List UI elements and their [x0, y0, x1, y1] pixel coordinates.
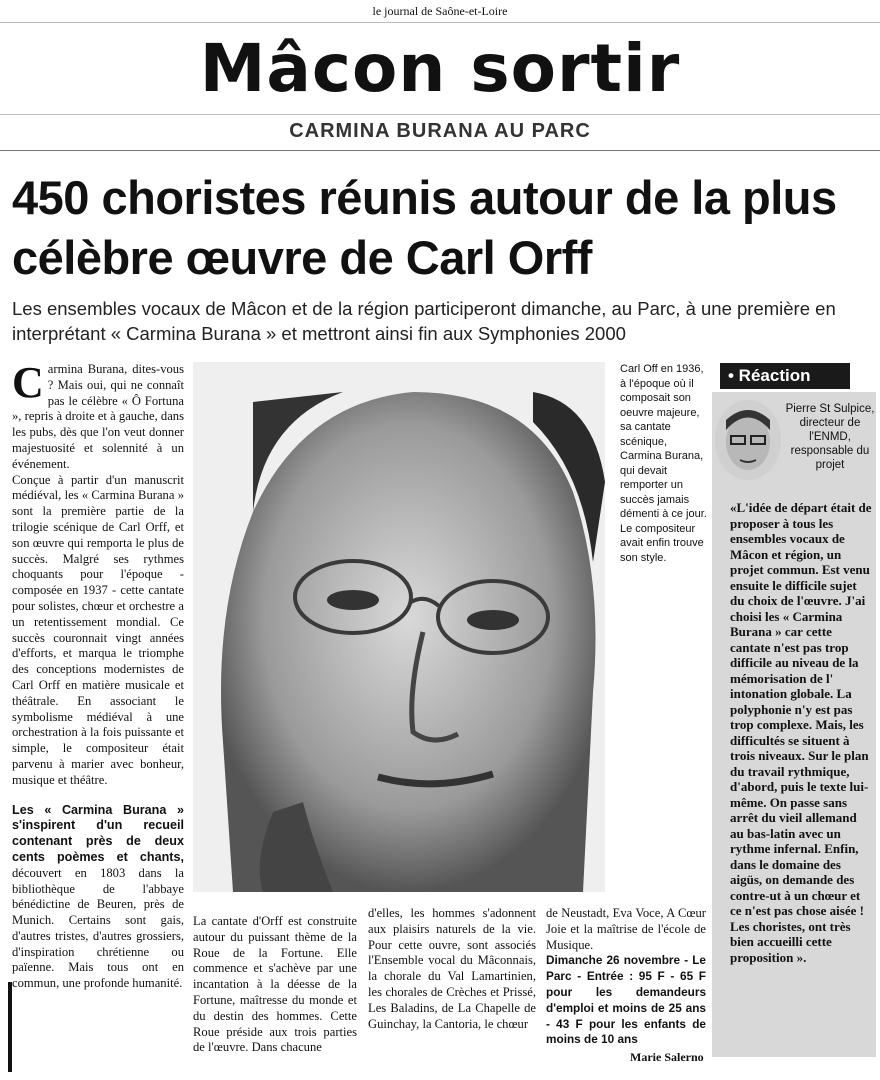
kicker: CARMINA BURANA AU PARC — [289, 120, 591, 142]
reaction-person — [784, 402, 876, 472]
col1-paragraph-1: armina Burana, dites-vous ? Mais oui, qui ne connaît pas le célèbre « Ô Fortuna », repris à droite et à gauche, dans les pubs, dès que l'on veut donner majestuosité et solennité à un événement. — [12, 362, 184, 471]
col1-paragraph-2: Conçue à partir d'un manuscrit médiéval, les « Carmina Burana » sont la première partie de la trilogie scénique de Carl Orff, et son œuvre qui remporta le plus de succès. Malgré ses rythmes choquants pour l'époque - composée en 1937 - cette cantate pour solistes, chœur et orchestre a un retentissement mondial. Ce succès couronnait vingt années d'efforts, et marqua le triomphe des conceptions modernistes de Carl Orff en matière musicale et théâtrale. En associant le symbolisme médiéval à une orchestration à la fois puissante et simple, le compositeur était parvenu à marier avec bonheur, musique et théâtre. — [12, 472, 184, 787]
column-margin-bar — [8, 982, 12, 1072]
col4-paragraph: de Neustadt, Eva Voce, A Cœur Joie et la maîtrise de l'école de Musique. — [546, 906, 706, 952]
masthead: le journal de Saône-et-Loire — [372, 4, 508, 18]
section-title: Mâcon sortir — [199, 30, 681, 107]
photo-caption: Carl Off en 1936, à l'époque où il composait son oeuvre majeure, sa cantate scénique, Carmina Burana, qui devait remporter un succès jamais démenti à ce jour. Le compositeur avait enfin trouve son style. — [620, 363, 707, 564]
drop-cap: C — [12, 358, 44, 407]
title-rule — [0, 114, 880, 115]
article-column-1 — [12, 358, 184, 992]
carl-orff-photo — [193, 362, 605, 892]
article-column-4 — [546, 906, 706, 1048]
reaction-quote: «L'idée de départ était de proposer à tous les ensembles vocaux de Mâcon et région, un projet commun. Est venu ensuite le difficile sujet du choix de l'œuvre. J'ai choisi les « Carmina Burana » car cette cantate n'est pas trop difficile au niveau de la mémorisation de l' intonation globale. La polyphonie n'y est pas trop complexe. Mais, les difficultés se situent à trois niveaux. Sur le plan du travail rythmique, d'abord, puis le texte lui-même. On passe sans arrêt du vieil allemand au bas-latin avec un rythme infernal. Enfin, dans le domaine des aigüs, on demande des contre-ut à un chœur et ce n'est pas chose aisée ! Les choristes, ont très bien accueilli cette proposition ». — [730, 500, 872, 965]
avatar — [715, 400, 781, 480]
deck: Les ensembles vocaux de Mâcon et de la région participeront dimanche, au Parc, à une première en interprétant « Carmina Burana » et mettront ainsi fin aux Symphonies 2000 — [12, 298, 836, 344]
top-rule — [0, 22, 880, 23]
col1-lead-in: Les « Carmina Burana » s'inspirent d'un recueil contenant près de deux cents poèmes et chants, — [12, 802, 184, 864]
reaction-tag: • Réaction — [720, 363, 850, 389]
person-role: directeur de l'ENMD, responsable du projet — [790, 417, 870, 471]
headline: 450 choristes réunis autour de la plus célèbre œuvre de Carl Orff — [12, 171, 837, 284]
article-column-3: d'elles, les hommes s'adonnent aux plaisirs naturels de la vie. Pour cette ouvre, sont associés l'Ensemble vocal du Mâconnais, la chorale du Val Lamartinien, les chorales de Crèches et Prissé, Les Baladins, de La Chapelle de Guinchay, la Cantoria, le chœur — [368, 906, 536, 1031]
event-info: Dimanche 26 novembre - Le Parc - Entrée : 95 F - 65 F pour les demandeurs d'emploi et moins de 25 ans - 43 F pour les enfants de moins de 10 ans — [546, 953, 706, 1047]
article-author: Marie Salerno — [630, 1050, 704, 1064]
article-column-2: La cantate d'Orff est construite autour du puissant thème de la Roue de la Fortune. Elle commence et s'achève par une incantation à la déesse de la Fortune, maîtresse du monde et du destin des hommes. Cette Roue préside aux trois parties de l'œuvre. Dans chacune — [193, 914, 357, 1055]
kicker-rule — [0, 150, 880, 151]
person-name: Pierre St Sulpice, — [785, 403, 875, 415]
portrait-illustration — [193, 362, 605, 892]
col1-paragraph-3: découvert en 1803 dans la bibliothèque de l'abbaye bénédictine de Beuren, près de Munich. Certains sont gais, d'autres tristes, d'autres grossiers, d'inspiration chrétienne ou païenne. Mais tous ont en commun, une profonde humanité. — [12, 865, 184, 991]
